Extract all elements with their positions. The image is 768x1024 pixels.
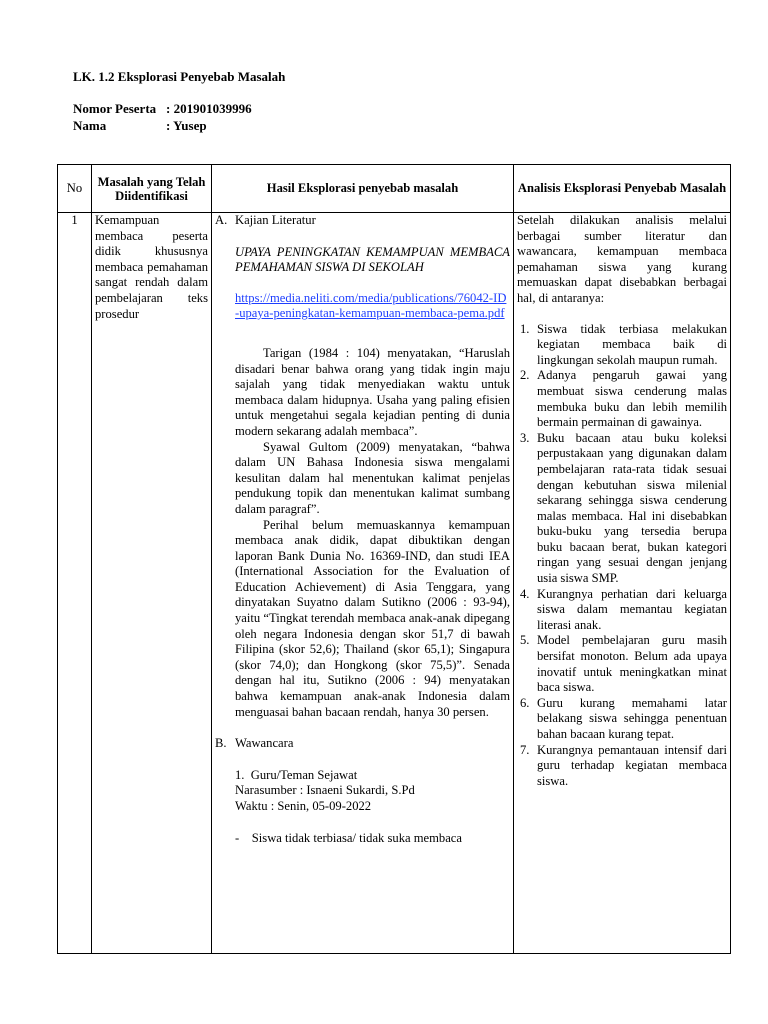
exploration-table — [57, 164, 731, 954]
literature-link-line — [215, 291, 510, 322]
analysis-intro: Setelah dilakukan analisis melalui berbagai sumber literatur dan wawancara, kemampuan membaca pemahaman siswa yang kurang memuaskan dapat disebabkan berbagai hal, di antaranya: — [517, 213, 727, 305]
analysis-list-item — [517, 587, 727, 634]
literature-title: UPAYA PENINGKATAN KEMAMPUAN MEMBACA PEMAHAMAN SISWA DI SEKOLAH — [235, 244, 510, 275]
analysis-item-number: 5. — [520, 633, 530, 648]
header-hasil: Hasil Eksplorasi penyebab masalah — [212, 165, 514, 213]
interview-time: Waktu : Senin, 05-09-2022 — [235, 799, 372, 813]
analysis-item-text: Model pembelajaran guru masih bersifat monoton. Belum ada upaya inovatif untuk meningkatkan minat baca siswa. — [537, 633, 727, 695]
participant-value: : 201901039996 — [166, 101, 252, 116]
section-b-title: Wawancara — [235, 736, 294, 751]
analysis-list-item — [517, 368, 727, 430]
row-number: 1 — [58, 213, 92, 954]
interview-source: Narasumber : Isnaeni Sukardi, S.Pd — [235, 783, 415, 798]
problem-cell — [92, 213, 212, 954]
section-a-title: Kajian Literatur — [235, 213, 316, 227]
paragraph-tarigan: Tarigan (1984 : 104) menyatakan, “Haruslah disadari benar bahwa orang yang tidak ingin maju sajalah yang tidak menyediakan waktu untuk membaca dalam hidupnya. Usaha yang paling efisien untuk mengetahui segala kejadian penting di dunia modern sekarang adalah membaca”. — [235, 345, 510, 438]
analysis-item-text: Kurangnya perhatian dari keluarga siswa dalam memantau kegiatan literasi anak. — [537, 586, 727, 632]
analysis-list-item — [517, 431, 727, 587]
literature-link[interactable]: https://media.neliti.com/media/publications/76042-ID-upaya-peningkatan-kemampuan-membaca-pema.pdf — [235, 290, 507, 321]
participant-number-line — [73, 101, 252, 117]
analysis-item-number: 6. — [520, 695, 530, 710]
name-line — [73, 118, 207, 134]
analysis-cell — [514, 213, 731, 954]
section-b-heading — [215, 736, 510, 752]
analysis-item-text: Kurangnya pemantauan intensif dari guru terhadap kegiatan membaca siswa. — [537, 742, 727, 788]
analysis-list-item — [517, 633, 727, 695]
table-row — [58, 213, 731, 954]
paragraph-bank-dunia: Perihal belum memuaskannya kemampuan membaca anak didik, dapat dibuktikan dengan laporan Bank Dunia No. 16369-IND, dan studi IEA (International Association for the Evaluation of Education Achievement) di Asia Tenggara, yang dinyatakan Suyatno dalam Sutikno (2006 : 93-94), yaitu “Tingkat terendah membaca anak-anak dipegang oleh negara Indonesia dengan skor 51,7 di bawah Filipina (skor 52,6); Thailand (skor 65,1); Singapura (skor 74,0); dan Hongkong (skor 75,5)”. Senada dengan hal itu, Sutikno (2006 : 94) menyatakan bahwa kemampuan anak-anak Indonesia dalam menguasai bahan bacaan rendah, hanya 30 persen. — [235, 517, 510, 719]
analysis-item-text: Adanya pengaruh gawai yang membuat siswa cenderung malas membuka buku dan lebih memilih bermain permainan di gawainya. — [537, 368, 727, 430]
interview-point: - Siswa tidak terbiasa/ tidak suka membaca — [235, 830, 462, 845]
section-b-letter: B. — [215, 736, 227, 751]
section-a-letter: A. — [215, 213, 228, 227]
problem-text: Kemampuan membaca peserta didik khususnya membaca pemahaman sangat rendah dalam pembelajaran teks prosedur — [95, 213, 208, 321]
analysis-item-number: 4. — [520, 586, 530, 601]
analysis-item-number: 7. — [520, 742, 530, 757]
name-label: Nama — [73, 118, 107, 133]
analysis-list-item — [517, 743, 727, 790]
analysis-item-number: 2. — [520, 368, 530, 383]
header-no: No — [58, 165, 92, 213]
interview-item: 1. Guru/Teman Sejawat — [235, 767, 358, 782]
analysis-list-item — [517, 696, 727, 743]
analysis-item-text: Guru kurang memahami latar belakang siswa sehingga penentuan bahan bacaan kurang tepat. — [537, 695, 727, 741]
document-title: LK. 1.2 Eksplorasi Penyebab Masalah — [73, 69, 286, 84]
paragraph-gultom: Syawal Gultom (2009) menyatakan, “bahwa dalam UN Bahasa Indonesia siswa mengalami kesulitan dalam hal menentukan kalimat penjelas pendukung topik dan menentukan kalimat sumbang dalam paragraf”. — [235, 439, 510, 516]
analysis-item-text: Buku bacaan atau buku koleksi perpustakaan yang digunakan dalam pembelajaran rata-rata tidak sesuai dengan kebutuhan siswa milenial sekarang sehingga siswa cenderung malas membaca. Hal ini disebabkan buku-buku yang tersedia berupa buku bacaan berat, bukan kategori ringan yang sesuai dengan jenjang usia siswa SMP. — [537, 430, 727, 586]
header-analisis: Analisis Eksplorasi Penyebab Masalah — [514, 165, 731, 213]
name-value: : Yusep — [166, 118, 207, 133]
analysis-list — [517, 322, 727, 790]
table-header-row — [58, 165, 731, 213]
participant-label: Nomor Peserta — [73, 101, 157, 116]
exploration-cell — [212, 213, 514, 954]
analysis-item-number: 1. — [520, 321, 530, 336]
analysis-list-item — [517, 322, 727, 369]
header-masalah: Masalah yang Telah Diidentifikasi — [92, 165, 212, 213]
section-a-heading — [215, 213, 510, 229]
analysis-item-number: 3. — [520, 430, 530, 445]
analysis-item-text: Siswa tidak terbiasa melakukan kegiatan membaca baik di lingkungan sekolah maupun rumah. — [537, 321, 727, 367]
